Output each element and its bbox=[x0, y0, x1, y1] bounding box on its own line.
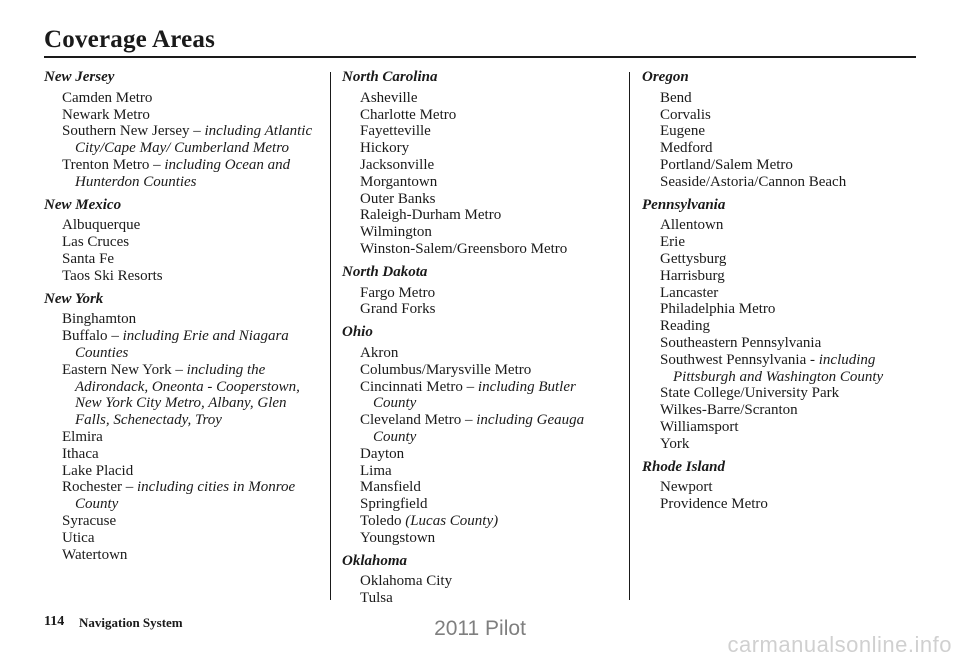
city-name: Newark Metro bbox=[62, 106, 150, 123]
city-name: Albuquerque bbox=[62, 217, 141, 234]
city-item bbox=[342, 90, 622, 107]
city-item bbox=[342, 301, 622, 318]
city-note: including Atlantic City/Cape May/ Cumberland Metro bbox=[75, 123, 313, 157]
city-item: Cleveland Metro – including Geauga County bbox=[360, 412, 585, 445]
city-item bbox=[642, 335, 922, 352]
city-name: Lima bbox=[360, 462, 392, 479]
city-name: Rochester bbox=[62, 479, 122, 496]
city-name: Tulsa bbox=[360, 590, 393, 607]
city-item bbox=[44, 311, 324, 328]
city-name: Springfield bbox=[360, 496, 428, 513]
city-name: Providence Metro bbox=[660, 496, 768, 513]
city-item bbox=[642, 123, 922, 140]
city-item bbox=[642, 140, 922, 157]
state-name: Ohio bbox=[342, 324, 373, 341]
city-item bbox=[342, 140, 622, 157]
state-block bbox=[44, 69, 324, 191]
city-name: Allentown bbox=[660, 217, 724, 234]
city-item bbox=[642, 496, 922, 513]
state-block bbox=[342, 69, 622, 258]
city-note: including Ocean and Hunterdon Counties bbox=[75, 156, 291, 190]
city-note: including Butler County bbox=[373, 378, 576, 412]
city-note: including the Adirondack, Oneonta - Cooperstown, New York City Metro, Albany, Glen Falls, Schenectady, Troy bbox=[75, 361, 300, 429]
city-note: including cities in Monroe County bbox=[75, 479, 296, 513]
city-item bbox=[642, 318, 922, 335]
city-name: Dayton bbox=[360, 445, 405, 462]
city-name: Buffalo bbox=[62, 328, 108, 345]
city-name: Hickory bbox=[360, 140, 410, 157]
city-name: Outer Banks bbox=[360, 190, 436, 207]
city-name: Southwest Pennsylvania bbox=[660, 351, 807, 368]
city-name: Jacksonville bbox=[360, 156, 435, 173]
city-name: Medford bbox=[660, 140, 713, 157]
city-item bbox=[44, 446, 324, 463]
city-name: Camden Metro bbox=[62, 89, 153, 106]
state-block bbox=[642, 197, 922, 453]
city-item bbox=[44, 90, 324, 107]
city-item: Southern New Jersey – including Atlantic City/Cape May/ Cumberland Metro bbox=[62, 123, 313, 157]
city-name: Youngstown bbox=[360, 529, 436, 546]
city-name: Ithaca bbox=[62, 445, 99, 462]
page-number: 114 bbox=[44, 614, 65, 629]
city-name: Newport bbox=[660, 479, 713, 496]
city-name: Taos Ski Resorts bbox=[62, 267, 163, 284]
city-item bbox=[342, 174, 622, 191]
city-item bbox=[642, 157, 922, 174]
city-item bbox=[342, 224, 622, 241]
city-item bbox=[342, 590, 622, 607]
city-item bbox=[642, 217, 922, 234]
city-name: Raleigh-Durham Metro bbox=[360, 207, 502, 224]
city-item: Trenton Metro – including Ocean and Hunterdon Counties bbox=[62, 156, 291, 190]
city-name: Erie bbox=[660, 234, 685, 251]
city-name: Toledo bbox=[360, 512, 402, 529]
city-item bbox=[642, 402, 922, 419]
city-name: Utica bbox=[62, 529, 95, 546]
city-name: Southern New Jersey bbox=[62, 123, 190, 140]
city-item bbox=[342, 123, 622, 140]
city-item bbox=[342, 191, 622, 208]
city-item: Rochester – including cities in Monroe County bbox=[62, 479, 296, 513]
city-name: Reading bbox=[660, 318, 710, 335]
city-name: Syracuse bbox=[62, 512, 117, 529]
city-item bbox=[342, 530, 622, 547]
city-name: Lancaster bbox=[660, 284, 719, 301]
column-divider bbox=[330, 72, 331, 600]
state-name: New York bbox=[44, 290, 104, 307]
state-block bbox=[342, 264, 622, 318]
city-item bbox=[44, 251, 324, 268]
site-watermark: carmanualsonline.info bbox=[727, 632, 952, 657]
city-item bbox=[342, 496, 622, 513]
city-name: Eastern New York bbox=[62, 361, 172, 378]
city-name: Wilkes-Barre/Scranton bbox=[660, 402, 798, 419]
city-name: Wilmington bbox=[360, 224, 432, 241]
city-name: Watertown bbox=[62, 546, 128, 563]
city-name: Mansfield bbox=[360, 479, 421, 496]
city-item bbox=[342, 446, 622, 463]
city-name: Seaside/Astoria/Cannon Beach bbox=[660, 173, 847, 190]
state-block bbox=[342, 324, 622, 546]
city-name: Corvalis bbox=[660, 106, 711, 123]
city-name: Philadelphia Metro bbox=[660, 301, 776, 318]
city-item: Cincinnati Metro – including Butler County bbox=[360, 378, 576, 412]
city-item bbox=[342, 362, 622, 379]
city-item bbox=[642, 385, 922, 402]
state-block bbox=[44, 197, 324, 285]
city-name: Southeastern Pennsylvania bbox=[660, 334, 822, 351]
city-name: Fargo Metro bbox=[360, 284, 436, 301]
page-title: Coverage Areas bbox=[44, 26, 216, 53]
state-name: North Carolina bbox=[342, 69, 438, 85]
city-note: including Erie and Niagara Counties bbox=[75, 328, 289, 361]
city-name: Winston-Salem/Greensboro Metro bbox=[360, 240, 568, 257]
city-name: Cleveland Metro bbox=[360, 412, 462, 429]
city-name: Fayetteville bbox=[360, 123, 431, 140]
state-block bbox=[44, 291, 324, 564]
column-1 bbox=[44, 69, 324, 569]
city-item bbox=[44, 107, 324, 124]
city-item bbox=[44, 547, 324, 564]
state-block bbox=[642, 69, 922, 191]
city-item bbox=[44, 463, 324, 480]
city-item: Southwest Pennsylvania - including Pittsburgh and Washington County bbox=[660, 351, 884, 385]
state-name: Rhode Island bbox=[642, 458, 725, 475]
city-name: York bbox=[660, 435, 690, 452]
city-name: Las Cruces bbox=[62, 234, 130, 251]
city-name: Trenton Metro bbox=[62, 156, 150, 173]
section-label: Navigation System bbox=[79, 615, 183, 630]
city-item bbox=[342, 345, 622, 362]
city-item: Eastern New York – including the Adirondack, Oneonta - Cooperstown, New York City Metro, Albany, Glen Falls, Schenectady, Troy bbox=[62, 361, 300, 429]
city-name: Asheville bbox=[360, 89, 418, 106]
column-3 bbox=[642, 69, 922, 519]
city-item bbox=[642, 174, 922, 191]
city-name: Akron bbox=[360, 344, 399, 361]
city-item bbox=[44, 429, 324, 446]
city-name: Eugene bbox=[660, 123, 705, 140]
city-name: Bend bbox=[660, 89, 692, 106]
state-block bbox=[642, 459, 922, 513]
state-name: Pennsylvania bbox=[642, 196, 726, 213]
city-item bbox=[44, 530, 324, 547]
city-item bbox=[642, 419, 922, 436]
state-name: Oregon bbox=[642, 69, 689, 85]
city-name: Columbus/Marysville Metro bbox=[360, 361, 532, 378]
city-item bbox=[642, 301, 922, 318]
state-name: Oklahoma bbox=[342, 552, 408, 569]
city-item bbox=[342, 513, 622, 530]
city-item bbox=[642, 107, 922, 124]
city-name: Gettysburg bbox=[660, 250, 727, 267]
city-item bbox=[44, 268, 324, 285]
city-item bbox=[44, 217, 324, 234]
city-note: (Lucas County) bbox=[405, 512, 499, 529]
city-item bbox=[342, 285, 622, 302]
city-item bbox=[342, 207, 622, 224]
city-item bbox=[342, 157, 622, 174]
column-2 bbox=[342, 69, 622, 613]
city-note: including Geauga County bbox=[373, 412, 585, 445]
city-name: Grand Forks bbox=[360, 301, 436, 318]
column-divider bbox=[629, 72, 630, 600]
title-rule bbox=[44, 56, 916, 58]
city-name: Harrisburg bbox=[660, 267, 725, 284]
city-item bbox=[44, 234, 324, 251]
city-note: including Pittsburgh and Washington County bbox=[673, 351, 884, 385]
city-name: Oklahoma City bbox=[360, 573, 453, 590]
city-item bbox=[642, 285, 922, 302]
city-item: Buffalo – including Erie and Niagara Counties bbox=[62, 328, 289, 361]
city-name: Cincinnati Metro bbox=[360, 378, 463, 395]
city-item bbox=[642, 90, 922, 107]
city-name: Williamsport bbox=[660, 418, 739, 435]
city-item bbox=[642, 234, 922, 251]
state-name: North Dakota bbox=[342, 263, 428, 280]
city-item bbox=[342, 241, 622, 258]
state-name: New Jersey bbox=[44, 69, 115, 85]
state-block bbox=[342, 553, 622, 607]
city-item bbox=[342, 107, 622, 124]
city-name: Elmira bbox=[62, 428, 103, 445]
city-name: Santa Fe bbox=[62, 250, 115, 267]
city-item bbox=[342, 463, 622, 480]
city-item bbox=[642, 268, 922, 285]
city-item bbox=[642, 251, 922, 268]
city-item bbox=[642, 436, 922, 453]
state-name: New Mexico bbox=[44, 196, 122, 213]
city-name: Morgantown bbox=[360, 173, 438, 190]
city-item bbox=[642, 479, 922, 496]
city-name: Charlotte Metro bbox=[360, 106, 457, 123]
city-name: Lake Placid bbox=[62, 462, 134, 479]
model-watermark: 2011 Pilot bbox=[434, 617, 526, 640]
city-name: Portland/Salem Metro bbox=[660, 156, 793, 173]
city-item bbox=[342, 479, 622, 496]
city-item bbox=[342, 573, 622, 590]
city-item bbox=[44, 513, 324, 530]
city-name: State College/University Park bbox=[660, 385, 840, 402]
city-name: Binghamton bbox=[62, 311, 137, 328]
